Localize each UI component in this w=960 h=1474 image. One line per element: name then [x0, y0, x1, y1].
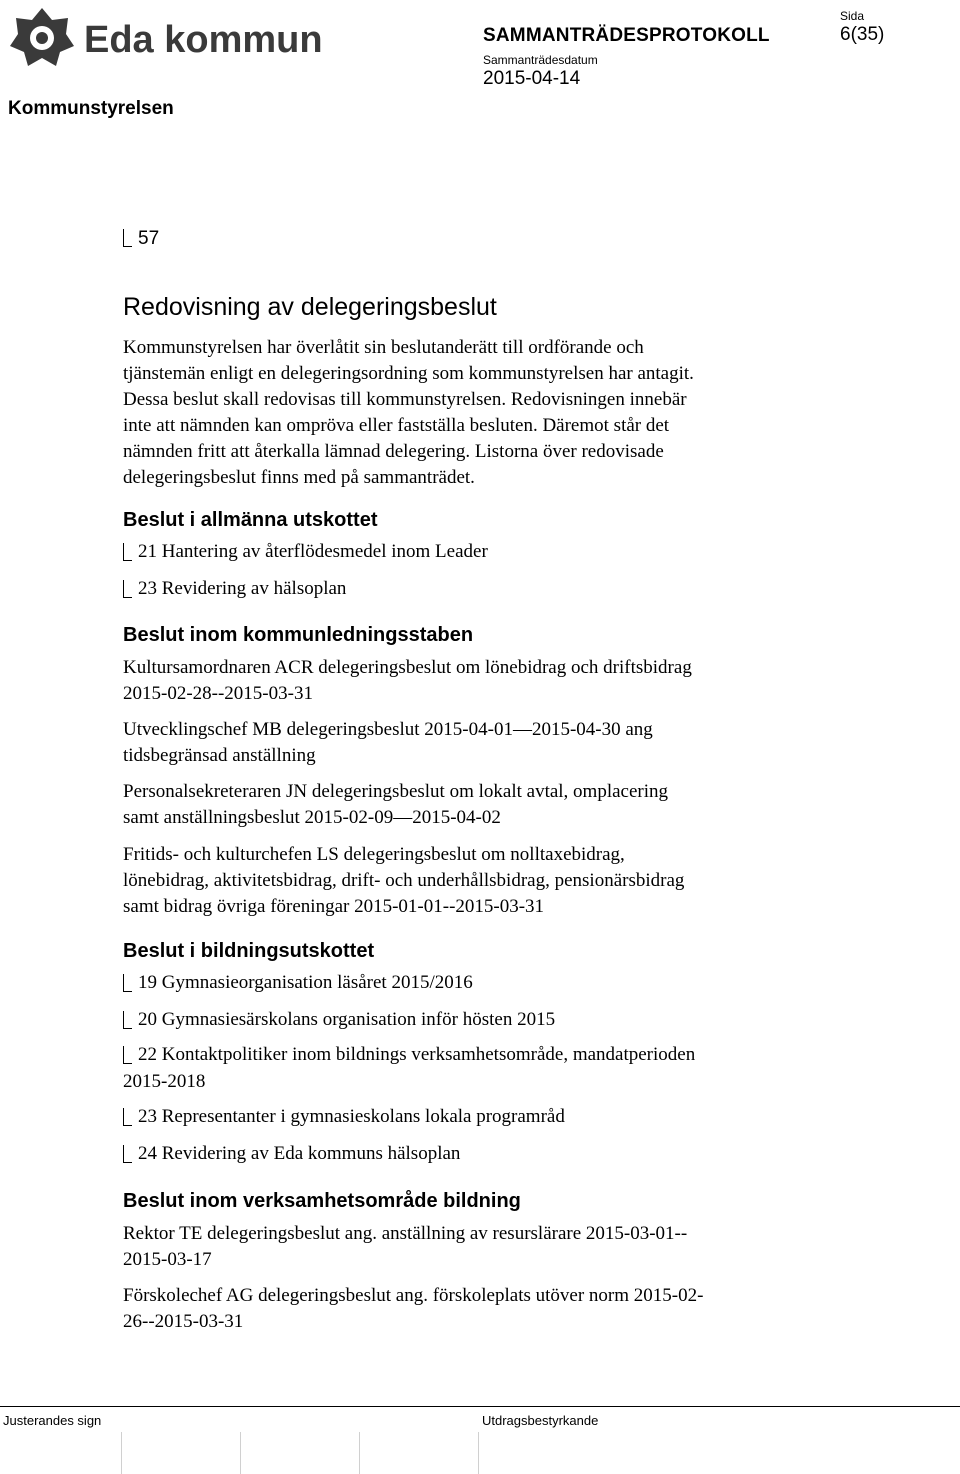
entry-line: 2015-03-17 — [123, 1249, 212, 1270]
signature-box-divider — [240, 1432, 241, 1474]
entry-line: Personalsekreteraren JN delegeringsbeslut om lokalt avtal, omplacering — [123, 781, 669, 802]
intro-line: Dessa beslut skall redovisas till kommunstyrelsen. Redovisningen innebär — [123, 389, 687, 410]
page-number: 6(35) — [840, 24, 885, 45]
list-item: 24 Revidering av Eda kommuns hälsoplan — [138, 1143, 461, 1164]
intro-line: tjänstemän enligt en delegeringsordning som kommunstyrelsen har antagit. — [123, 363, 694, 384]
paragraph-mark-icon — [118, 1046, 130, 1068]
heading-verksamhetsomrade-bildning: Beslut inom verksamhetsområde bildning — [123, 1190, 521, 1212]
footer-divider — [0, 1406, 960, 1407]
decision-entry — [123, 1283, 823, 1335]
entry-line: 2015-02-28--2015-03-31 — [123, 683, 313, 704]
intro-line: inte att nämnden kan ompröva eller fastställa besluten. Däremot står det — [123, 415, 670, 436]
entry-line: samt bidrag övriga föreningar 2015-01-01--2015-03-31 — [123, 896, 545, 917]
heading-allmanna-utskottet: Beslut i allmänna utskottet — [123, 509, 378, 531]
signature-box-divider — [478, 1432, 479, 1474]
paragraph-number: 57 — [138, 228, 160, 249]
list-item: 22 Kontaktpolitiker inom bildnings verksamhetsområde, mandatperioden — [138, 1044, 696, 1065]
paragraph-mark-icon — [118, 580, 130, 602]
decision-entry — [123, 1221, 823, 1273]
page-label: Sida — [840, 9, 865, 23]
paragraph-mark-icon — [118, 1011, 130, 1033]
signature-box-divider — [359, 1432, 360, 1474]
footer-extract-label: Utdragsbestyrkande — [482, 1413, 599, 1428]
heading-bildningsutskottet: Beslut i bildningsutskottet — [123, 940, 375, 962]
date-label: Sammanträdesdatum — [483, 53, 598, 67]
decision-entry — [123, 717, 823, 769]
entry-line: 26--2015-03-31 — [123, 1311, 244, 1332]
paragraph-mark-icon — [118, 1108, 130, 1130]
eda-kommun-logo — [8, 6, 323, 68]
entry-line: lönebidrag, aktivitetsbidrag, drift- och underhållsbidrag, pensionärsbidrag — [123, 870, 685, 891]
list-item: 23 Representanter i gymnasieskolans lokala programråd — [138, 1106, 565, 1127]
decision-entry — [123, 655, 823, 707]
intro-line: Kommunstyrelsen har överlåtit sin beslutanderätt till ordförande och — [123, 337, 644, 358]
paragraph-mark-icon — [118, 543, 130, 565]
intro-line: nämnden fritt att återkalla lämnad delegering. Listorna över redovisade — [123, 441, 664, 462]
entry-line: Rektor TE delegeringsbeslut ang. anställning av resurslärare 2015-03-01-- — [123, 1223, 688, 1244]
decision-entry — [123, 842, 823, 920]
heading-kommunledningsstaben: Beslut inom kommunledningsstaben — [123, 624, 474, 646]
paragraph-mark-icon — [118, 1145, 130, 1167]
decision-entry — [123, 779, 823, 831]
list-item: 21 Hantering av återflödesmedel inom Leader — [138, 541, 488, 562]
entry-line: tidsbegränsad anställning — [123, 745, 316, 766]
intro-paragraph — [123, 335, 823, 491]
paragraph-mark-icon — [118, 974, 130, 996]
entry-line: Förskolechef AG delegeringsbeslut ang. förskoleplats utöver norm 2015-02- — [123, 1285, 704, 1306]
date-value: 2015-04-14 — [483, 68, 581, 89]
entry-line: Kultursamordnaren ACR delegeringsbeslut om lönebidrag och driftsbidrag — [123, 657, 692, 678]
list-item: 19 Gymnasieorganisation läsåret 2015/2016 — [138, 972, 473, 993]
section-title: Redovisning av delegeringsbeslut — [123, 293, 497, 321]
entry-line: Utvecklingschef MB delegeringsbeslut 2015-04-01—2015-04-30 ang — [123, 719, 653, 740]
list-item-continuation: 2015-2018 — [123, 1071, 206, 1092]
signature-box-divider — [121, 1432, 122, 1474]
document-type: SAMMANTRÄDESPROTOKOLL — [483, 25, 770, 46]
list-item: 20 Gymnasiesärskolans organisation inför hösten 2015 — [138, 1009, 556, 1030]
list-item: 23 Revidering av hälsoplan — [138, 578, 347, 599]
paragraph-mark-icon — [118, 229, 130, 251]
logo-wordmark: Eda kommun — [84, 19, 323, 61]
entry-line: samt anställningsbeslut 2015-02-09—2015-04-02 — [123, 807, 501, 828]
footer-sign-label: Justerandes sign — [3, 1413, 102, 1428]
organization-name: Kommunstyrelsen — [8, 98, 174, 119]
intro-line: delegeringsbeslut finns med på sammanträdet. — [123, 467, 475, 488]
fortress-star-icon — [10, 8, 74, 66]
entry-line: Fritids- och kulturchefen LS delegeringsbeslut om nolltaxebidrag, — [123, 844, 625, 865]
